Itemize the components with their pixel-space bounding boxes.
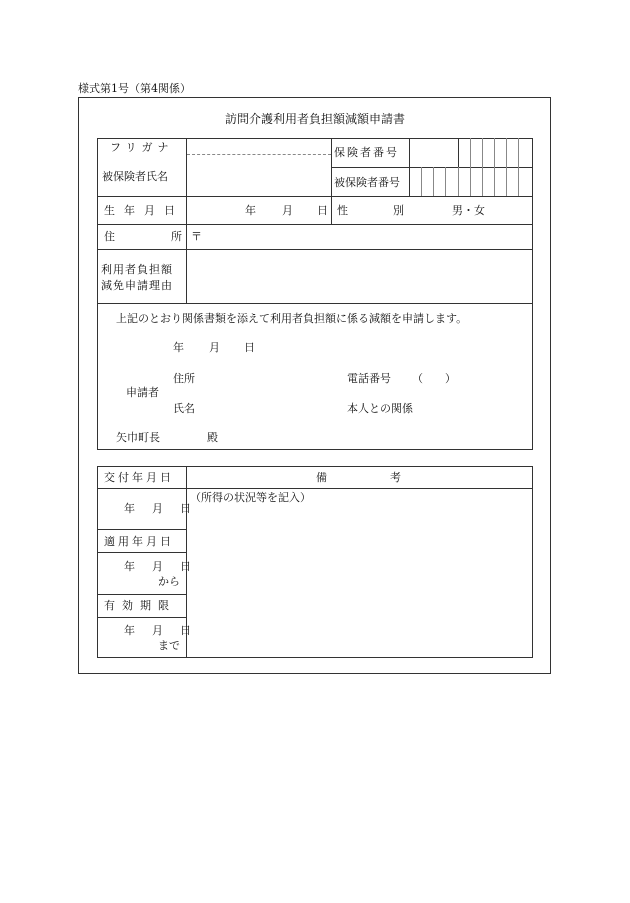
from-label: から: [158, 575, 180, 588]
form-number: 様式第1号（第4関係）: [78, 82, 191, 95]
birthdate-label: 生年月日: [104, 204, 184, 217]
gender-options[interactable]: 男・女: [452, 204, 485, 217]
application-date-year: 年: [173, 341, 184, 354]
postal-mark: 〒: [191, 230, 202, 243]
application-date-month: 月: [209, 341, 220, 354]
insured-name-label: 被保険者氏名: [102, 170, 168, 183]
reason-field[interactable]: [188, 251, 531, 301]
remarks-label: 備: [316, 471, 327, 484]
declaration-statement: 上記のとおり関係書類を添えて利用者負担額に係る減額を申請します。: [116, 312, 468, 325]
issue-date-value: 年 月 日: [124, 502, 194, 515]
applicant-address-label: 住所: [173, 372, 195, 385]
insured-number-label: 被保険者番号: [334, 176, 400, 189]
validity-label: 有効期限: [104, 599, 176, 612]
furigana-label: フリガナ: [110, 141, 174, 154]
address-label-2: 所: [171, 230, 182, 243]
mayor-label: 矢巾町長: [116, 431, 160, 444]
insured-number-field[interactable]: [410, 168, 532, 195]
insurer-number-label: 保険者番号: [334, 146, 399, 159]
address-label: 住: [104, 230, 115, 243]
honorific: 殿: [207, 431, 218, 444]
issue-date-label: 交付年月日: [104, 471, 174, 484]
phone-label: 電話番号: [347, 372, 391, 385]
furigana-field[interactable]: [188, 142, 330, 154]
insurer-number-field[interactable]: [410, 139, 532, 166]
remarks-field[interactable]: [188, 506, 531, 656]
address-field[interactable]: [205, 226, 531, 247]
phone-parens[interactable]: （ ）: [412, 372, 456, 385]
relation-label: 本人との関係: [347, 402, 413, 415]
applicant-name-label: 氏名: [173, 402, 195, 415]
birthdate-month: 月: [282, 204, 293, 217]
birthdate-year: 年: [245, 204, 256, 217]
form-title: 訪問介護利用者負担額減額申請書: [224, 112, 405, 126]
remarks-label-2: 考: [390, 471, 401, 484]
reason-label-line1: 利用者負担額: [101, 263, 173, 276]
applicant-label: 申請者: [126, 386, 159, 399]
insured-name-field[interactable]: [188, 157, 330, 195]
remarks-note: （所得の状況等を記入）: [190, 491, 311, 504]
apply-date-value: 年 月 日: [124, 560, 194, 573]
birthdate-day: 日: [317, 204, 328, 217]
reason-label-line2: 減免申請理由: [101, 279, 173, 292]
until-label: まで: [158, 639, 180, 652]
gender-label: 性: [337, 204, 348, 217]
apply-date-label: 適用年月日: [104, 535, 174, 548]
gender-label-2: 別: [393, 204, 404, 217]
application-date-day: 日: [244, 341, 255, 354]
validity-date-value: 年 月 日: [124, 624, 194, 637]
